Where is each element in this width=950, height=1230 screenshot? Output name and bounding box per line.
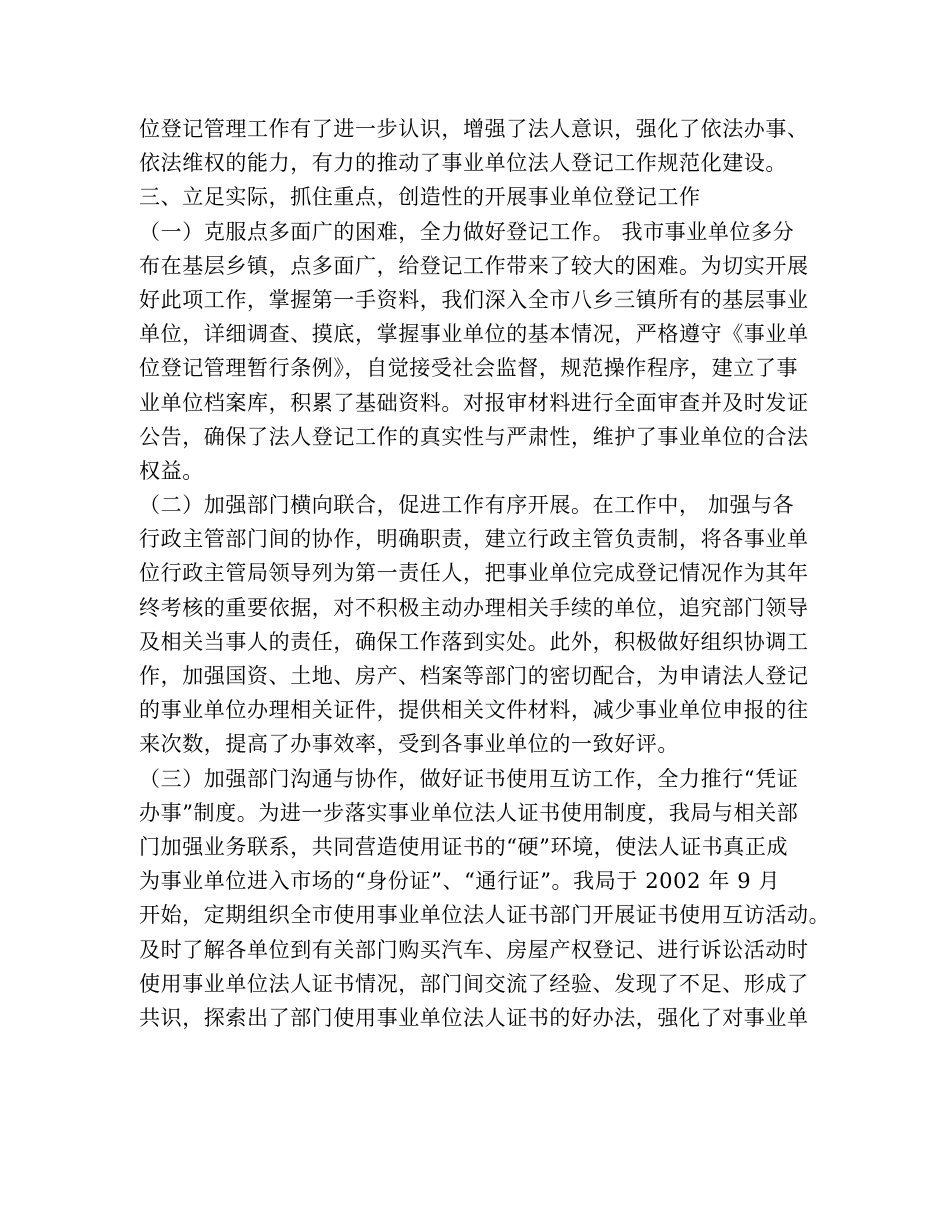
- text-line: 的事业单位办理相关证件，提供相关文件材料，减少事业单位申报的往: [139, 698, 809, 723]
- text-line: 为事业单位进入市场的“身份证”、“通行证”。我局于 2002 年 9 月: [139, 869, 781, 894]
- text-line: 及相关当事人的责任，确保工作落到实处。此外，积极做好组织协调工: [139, 629, 809, 654]
- text-line: 好此项工作，掌握第一手资料，我们深入全市八乡三镇所有的基层事业: [139, 287, 809, 312]
- text-line: 终考核的重要依据，对不积极主动办理相关手续的单位，追究部门领导: [139, 595, 809, 620]
- text-line: 办事”制度。为进一步落实事业单位法人证书使用制度，我局与相关部: [139, 800, 799, 825]
- text-line: 权益。: [139, 458, 204, 483]
- text-line: 依法维权的能力，有力的推动了事业单位法人登记工作规范化建设。: [139, 151, 787, 176]
- text-line: 门加强业务联系，共同营造使用证书的“硬”环境，使法人证书真正成: [139, 834, 789, 859]
- text-line: 作，加强国资、土地、房产、档案等部门的密切配合，为申请法人登记: [139, 664, 809, 688]
- text-line: 位登记管理暂行条例》，自觉接受社会监督，规范操作程序，建立了事: [139, 356, 799, 381]
- document-body: [139, 112, 829, 1035]
- text-line: （二）加强部门横向联合，促进工作有序开展。在工作中， 加强与各: [139, 493, 795, 518]
- text-line: 来次数，提高了办事效率，受到各事业单位的一致好评。: [139, 732, 679, 757]
- text-line: 单位，详细调查、摸底，掌握事业单位的基本情况，严格遵守《事业单: [139, 322, 809, 347]
- text-line: 业单位档案库，积累了基础资料。对报审材料进行全面审查并及时发证: [139, 390, 809, 415]
- text-line: 行政主管部门间的协作，明确职责，建立行政主管负责制，将各事业单: [139, 527, 809, 552]
- text-line: 位行政主管局领导列为第一责任人，把事业单位完成登记情况作为其年: [139, 561, 809, 586]
- text-line: （一）克服点多面广的困难，全力做好登记工作。 我市事业单位多分: [139, 219, 795, 244]
- text-line: 布在基层乡镇，点多面广，给登记工作带来了较大的困难。为切实开展: [139, 253, 809, 278]
- text-line: （三）加强部门沟通与协作，做好证书使用互访工作，全力推行“凭证: [139, 766, 799, 791]
- text-line: 公告，确保了法人登记工作的真实性与严肃性，维护了事业单位的合法: [139, 424, 809, 449]
- section-heading: 三、立足实际，抓住重点，创造性的开展事业单位登记工作: [139, 185, 701, 210]
- text-line: 开始，定期组织全市使用事业单位法人证书部门开展证书使用互访活动。: [139, 903, 831, 928]
- text-line: 使用事业单位法人证书情况，部门间交流了经验、发现了不足、形成了: [139, 971, 809, 996]
- text-line: 位登记管理工作有了进一步认识，增强了法人意识，强化了依法办事、: [139, 117, 809, 141]
- text-line: 及时了解各单位到有关部门购买汽车、房屋产权登记、进行诉讼活动时: [139, 937, 809, 962]
- text-line: 共识，探索出了部门使用事业单位法人证书的好办法，强化了对事业单: [139, 1005, 809, 1030]
